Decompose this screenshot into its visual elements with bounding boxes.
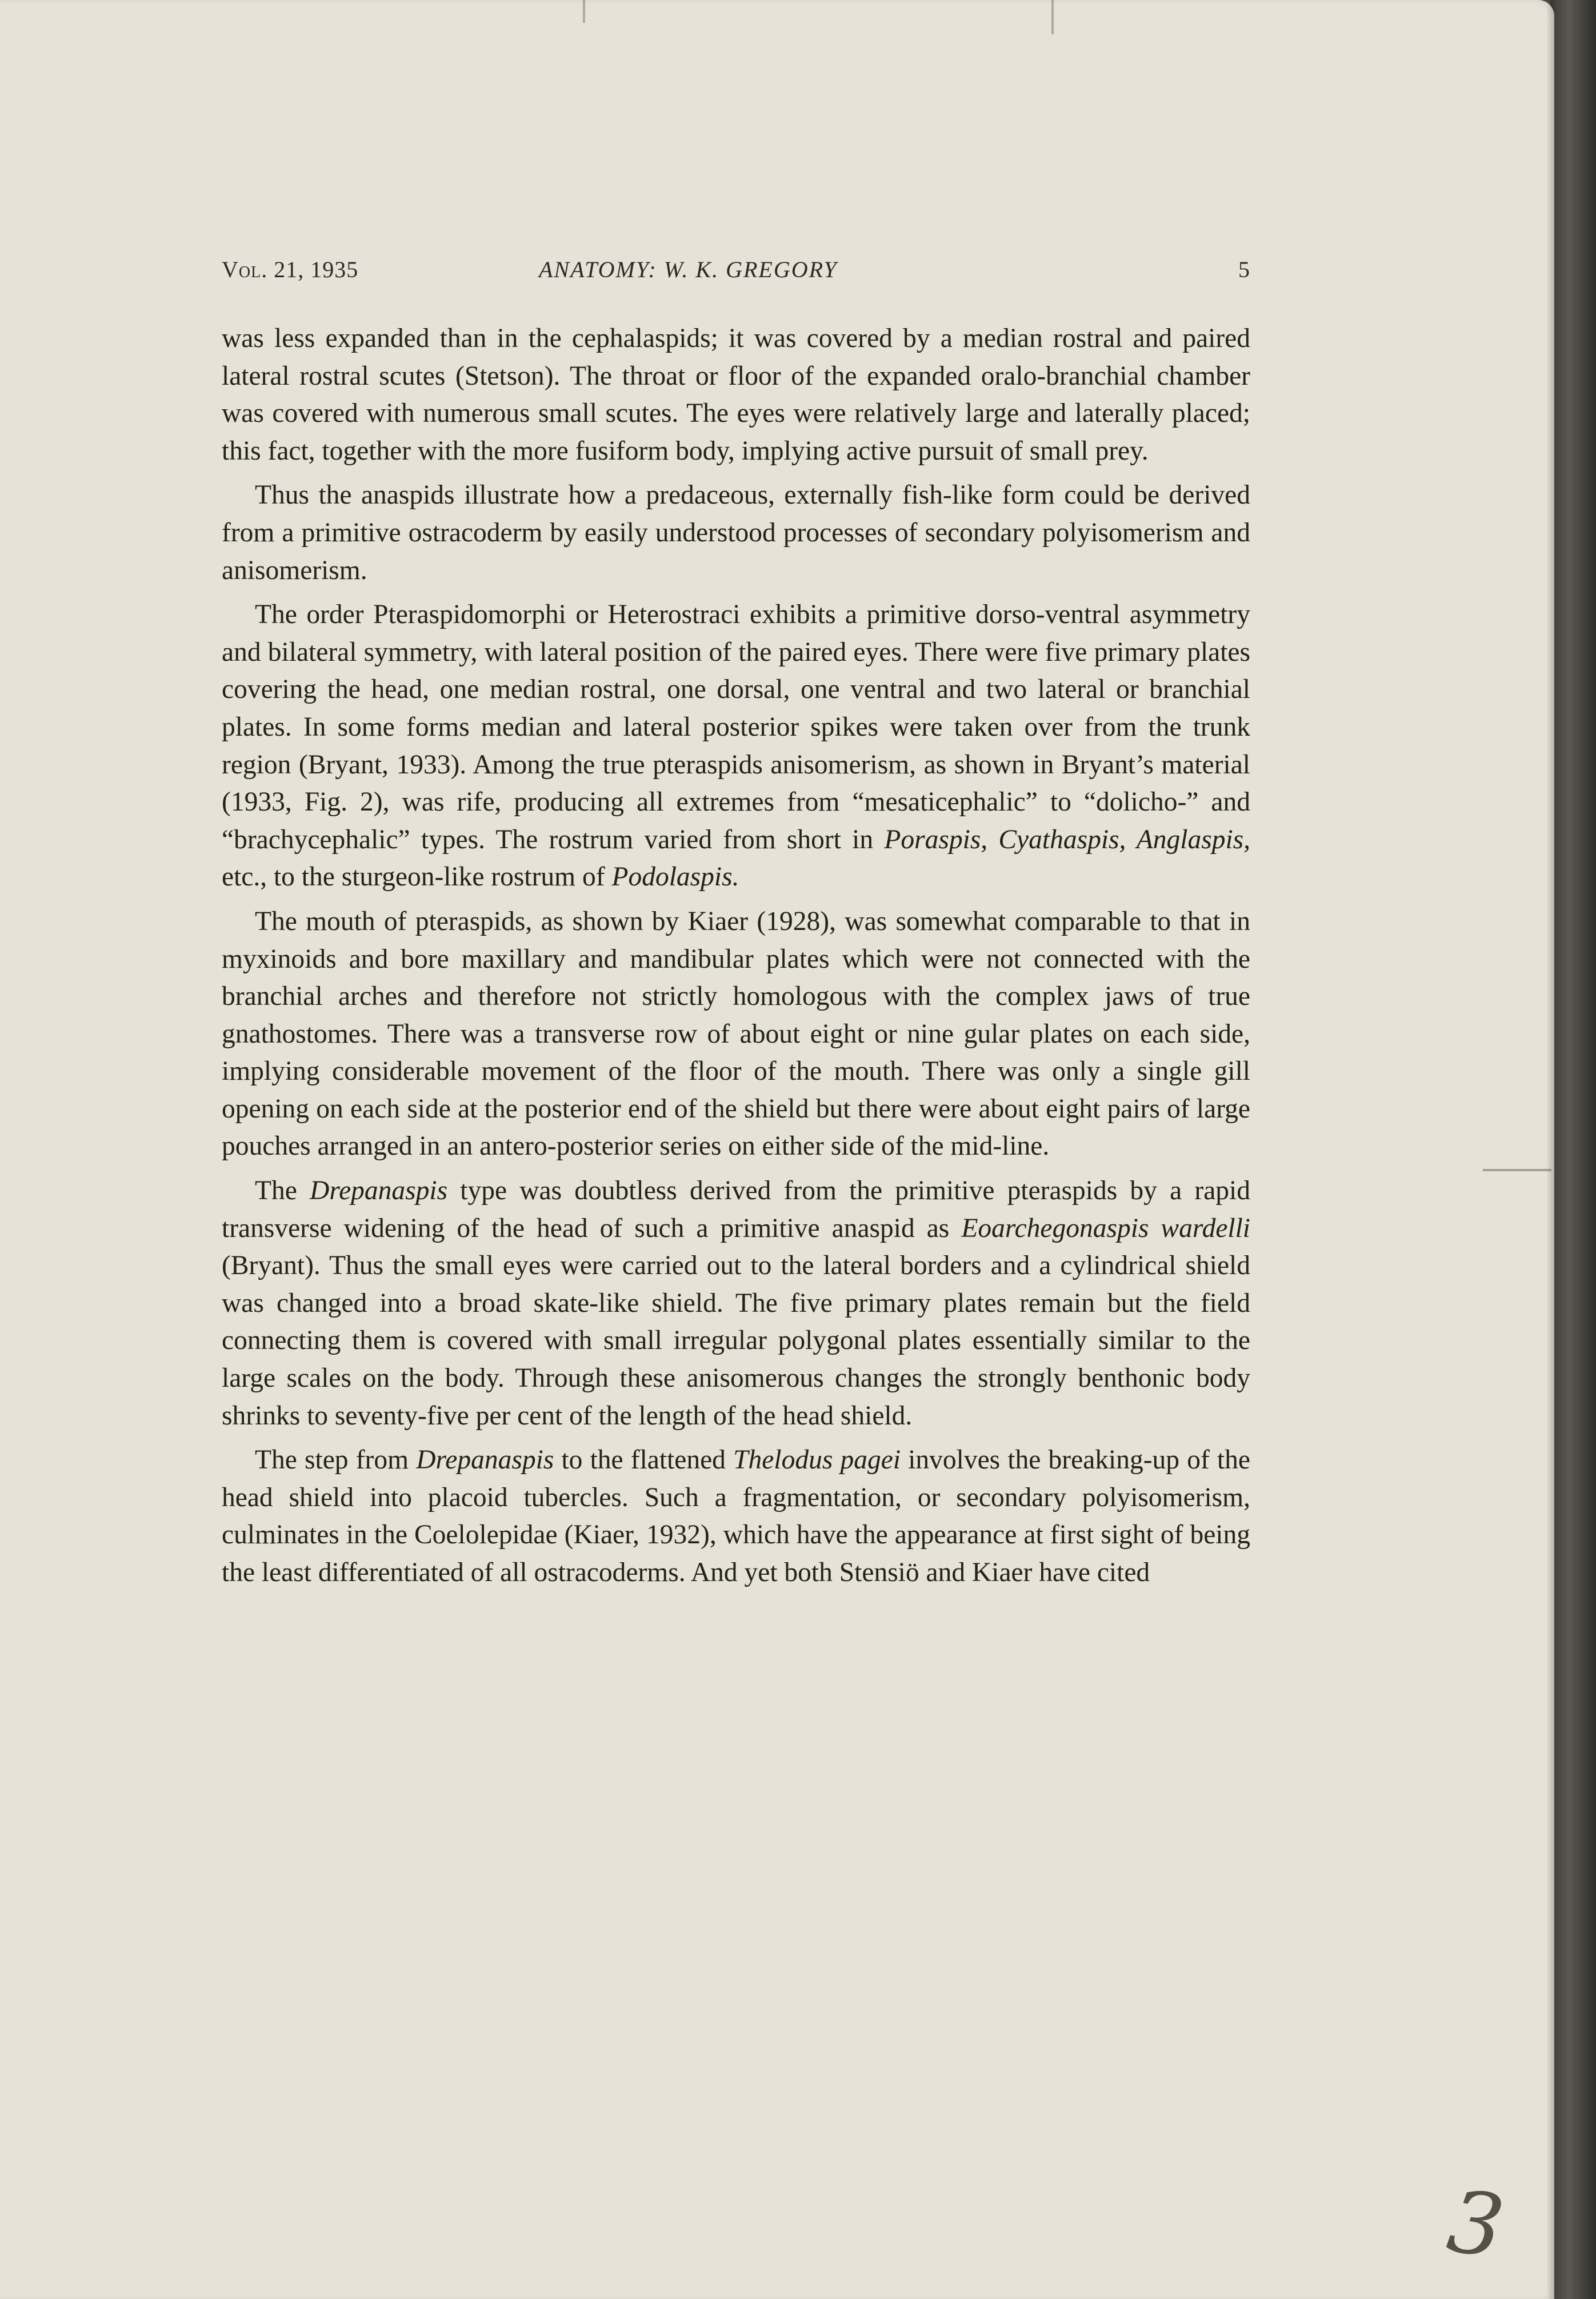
body-text [222, 320, 1250, 1599]
page-number: 5 [1238, 257, 1250, 282]
page-edge-background [1550, 0, 1596, 2299]
text-run: to the flattened [554, 1445, 734, 1475]
volume-year: Vol. 21, 1935 [222, 257, 359, 282]
text-run: was less expanded than in the cephalaspids; it was covered by a median rostral and paired lateral rostral scutes (Stetson). The throat or floor of the expanded oralo-branchial chamber was covered with numerous small scutes. The eyes were relatively large and laterally placed; this fact, together with the more fusiform body, implying active pursuit of small prey. [222, 324, 1250, 466]
top-edge-mark [1051, 0, 1054, 34]
running-head [222, 256, 1250, 290]
italic-text: Poraspis, Cyathaspis, Anglaspis, [884, 824, 1250, 855]
italic-text: Podolaspis. [611, 862, 739, 892]
paragraph [222, 320, 1250, 470]
text-run: type was doubtless derived from the primitive pteraspids by a rapid transverse widening of the head of such a primitive anaspid as [222, 1176, 1250, 1243]
paragraph [222, 477, 1250, 589]
text-run: The mouth of pteraspids, as shown by Kiaer (1928), was somewhat comparable to that in myxinoids and bore maxillary and mandibular plates which were not connected with the branchial arches and therefore not strictly homologous with the complex jaws of true gnathostomes. There was a transverse row of about eight or nine gular plates on each side, implying considerable movement of the floor of the mouth. There was only a single gill opening on each side at the posterior end of the shield but there were about eight pairs of large pouches arranged in an antero-posterior series on either side of the mid-line. [222, 906, 1250, 1162]
text-run: The order Pteraspidomorphi or Heterostraci exhibits a primitive dorso-ventral asymmetry and bilateral symmetry, with lateral position of the paired eyes. There were five primary plates covering the head, one median rostral, one dorsal, one ventral and two lateral or branchial plates. In some forms median and lateral posterior spikes were taken over from the trunk region (Bryant, 1933). Among the true pteraspids anisomerism, as shown in Bryant’s material (1933, Fig. 2), was rife, producing all extremes from “mesaticephalic” to “dolicho-” and “brachycephalic” types. The rostrum varied from short in [222, 600, 1250, 855]
top-edge-mark [583, 0, 585, 23]
paragraph [222, 1442, 1250, 1591]
paragraph [222, 596, 1250, 896]
text-run: Thus the anaspids illustrate how a predaceous, externally fish-like form could be derived from a primitive ostracoderm by easily understood processes of secondary polyisomerism and anisomerism. [222, 480, 1250, 585]
text-run: etc., to the sturgeon-like rostrum of [222, 862, 612, 892]
margin-mark [1483, 1169, 1551, 1171]
italic-text: Thelodus pagei [733, 1445, 901, 1475]
handwritten-page-number: 3 [1442, 2172, 1510, 2278]
italic-text: Eoarchegonaspis wardelli [961, 1213, 1250, 1243]
text-run: The [255, 1176, 310, 1206]
italic-text: Drepanaspis [416, 1445, 554, 1475]
text-run: The step from [255, 1445, 417, 1475]
running-title: ANATOMY: W. K. GREGORY [539, 257, 838, 282]
page-edge-shadow [1546, 0, 1554, 2299]
text-run: (Bryant). Thus the small eyes were carried out to the lateral borders and a cylindrical shield was changed into a broad skate-like shield. The five primary plates remain but the field connecting them is covered with small irregular polygonal plates essentially similar to the large scales on the body. Through these anisomerous changes the strongly benthonic body shrinks to seventy-five per cent of the length of the head shield. [222, 1251, 1250, 1431]
paragraph [222, 903, 1250, 1166]
italic-text: Drepanaspis [310, 1176, 448, 1206]
paragraph [222, 1172, 1250, 1435]
text-run: involves the breaking-up of the head shield into placoid tubercles. Such a fragmentation, or secondary polyisomerism, culminates in the Coelolepidae (Kiaer, 1932), which have the appearance at first sight of being the least differentiated of all ostracoderms. And yet both Stensiö and Kiaer have cited [222, 1445, 1250, 1587]
